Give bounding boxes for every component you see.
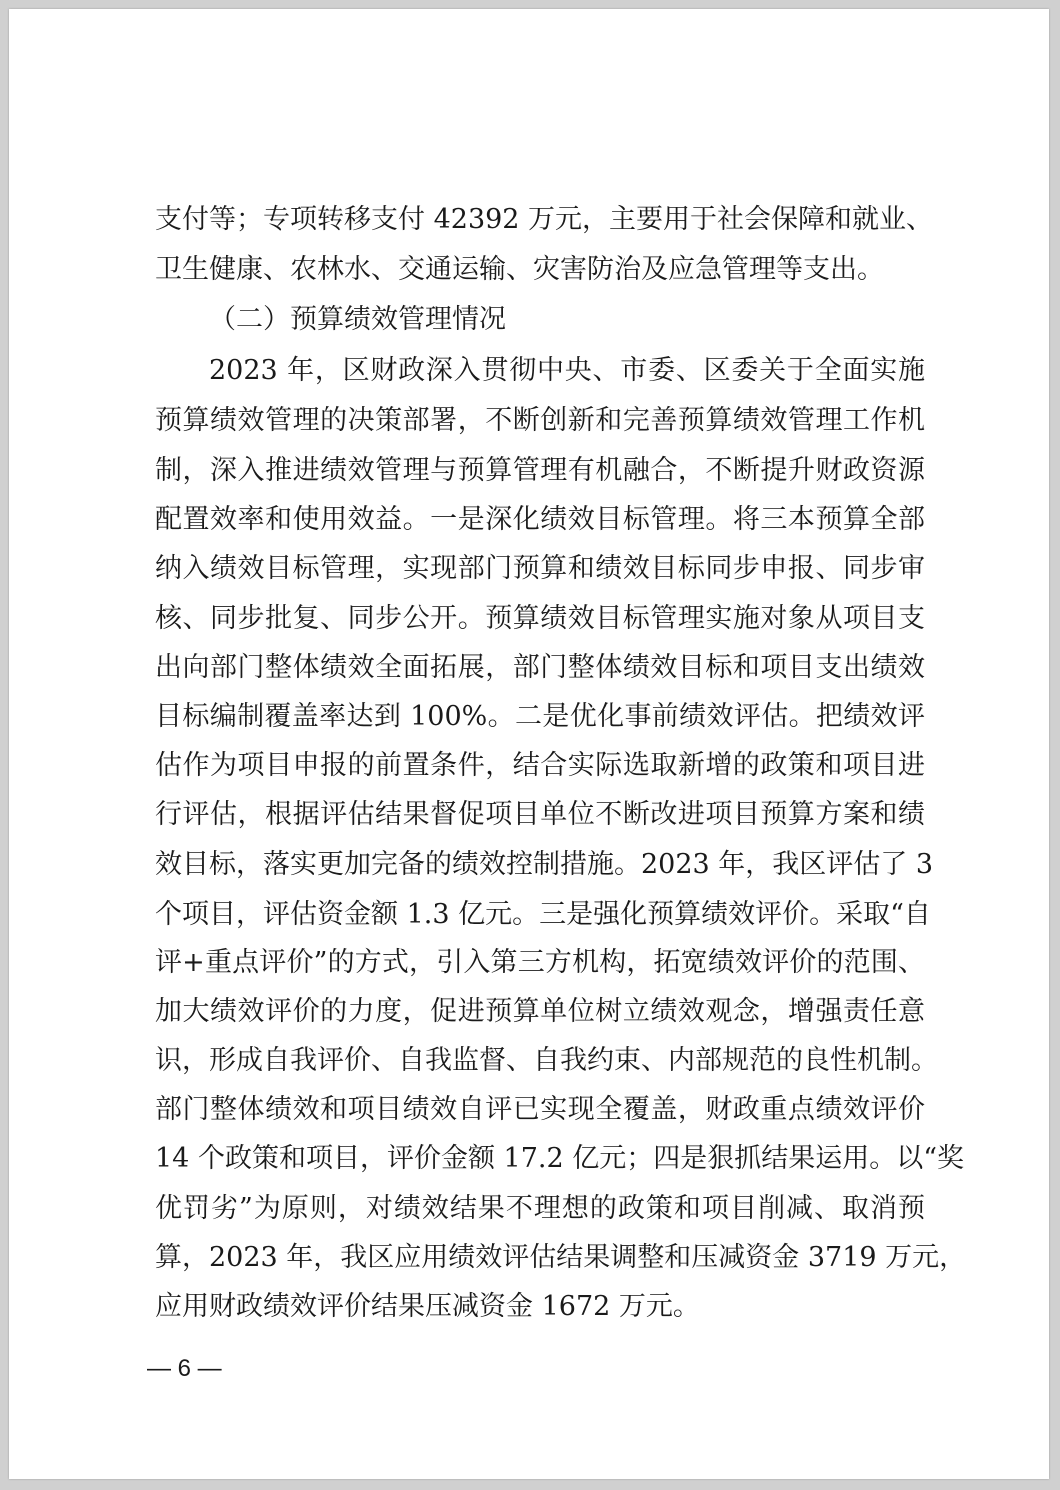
body-text-line: 优罚劣”为原则，对绩效结果不理想的政策和项目削减、取消预 xyxy=(155,1193,925,1224)
body-text-line: 出向部门整体绩效全面拓展，部门整体绩效目标和项目支出绩效 xyxy=(155,652,925,683)
body-text-line: 算，2023 年，我区应用绩效评估结果调整和压减资金 3719 万元， xyxy=(155,1242,967,1273)
page-number: — 6 — xyxy=(147,1355,222,1382)
body-text-line: 识，形成自我评价、自我监督、自我约束、内部规范的良性机制。 xyxy=(155,1045,938,1076)
body-text-line: 支付等；专项转移支付 42392 万元，主要用于社会保障和就业、 xyxy=(155,204,934,235)
body-text-line: 行评估，根据评估结果督促项目单位不断改进项目预算方案和绩 xyxy=(155,799,925,830)
body-text-line: 预算绩效管理的决策部署，不断创新和完善预算绩效管理工作机 xyxy=(155,405,925,436)
body-text-line: 2023 年，区财政深入贯彻中央、市委、区委关于全面实施 xyxy=(209,355,925,386)
body-text-line: 制，深入推进绩效管理与预算管理有机融合，不断提升财政资源 xyxy=(155,455,925,486)
body-text-line: 效目标，落实更加完备的绩效控制措施。2023 年，我区评估了 3 xyxy=(155,849,934,880)
body-text-line: 评+重点评价”的方式，引入第三方机构，拓宽绩效评价的范围、 xyxy=(155,947,925,978)
body-text-line: 核、同步批复、同步公开。预算绩效目标管理实施对象从项目支 xyxy=(155,603,925,634)
document-page xyxy=(9,9,1049,1479)
body-text-line: 14 个政策和项目，评价金额 17.2 亿元；四是狠抓结果运用。以“奖 xyxy=(155,1143,965,1174)
body-text-line: 部门整体绩效和项目绩效自评已实现全覆盖，财政重点绩效评价 xyxy=(155,1094,925,1125)
body-text-line: 加大绩效评价的力度，促进预算单位树立绩效观念，增强责任意 xyxy=(155,996,925,1027)
body-text-line: 估作为项目申报的前置条件，结合实际选取新增的政策和项目进 xyxy=(155,750,925,781)
body-text-line: 卫生健康、农林水、交通运输、灾害防治及应急管理等支出。 xyxy=(155,254,884,285)
body-text-line: 纳入绩效目标管理，实现部门预算和绩效目标同步申报、同步审 xyxy=(155,553,925,584)
section-heading: （二）预算绩效管理情况 xyxy=(209,304,506,335)
body-text-line: 个项目，评估资金额 1.3 亿元。三是强化预算绩效评价。采取“自 xyxy=(155,899,931,930)
body-text-line: 目标编制覆盖率达到 100%。二是优化事前绩效评估。把绩效评 xyxy=(155,701,925,732)
body-text-line: 应用财政绩效评价结果压减资金 1672 万元。 xyxy=(155,1291,700,1322)
body-text-line: 配置效率和使用效益。一是深化绩效目标管理。将三本预算全部 xyxy=(155,504,925,535)
